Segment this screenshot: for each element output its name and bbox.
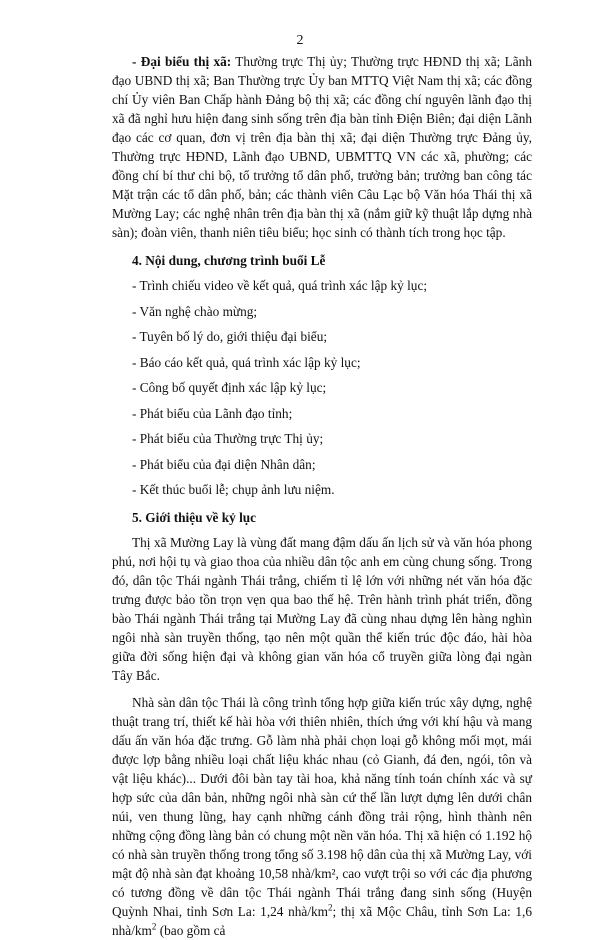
house-text-end: (bao gồm cả — [156, 923, 226, 938]
intro-paragraph: Thị xã Mường Lay là vùng đất mang đậm dấu ấn lịch sử và văn hóa phong phú, nơi hội tụ và giao thoa của nhiều dân tộc anh em cùng chung sống. Trong đó, dân tộc Thái ngành Thái trắng, chiếm tỉ lệ lớn với những nét văn hóa đặc trưng được bảo tồn trọn vẹn qua bao thế hệ. Trên hành trình phát triển, đồng bào Thái ngành Thái trắng tại Mường Lay đã cùng nhau dựng lên hàng nghìn ngôi nhà sàn truyền thống, tạo nên một quần thể kiến trúc độc đáo, hài hòa giữa đời sống hiện đại và không gian văn hóa cổ truyền giữa lòng đại ngàn Tây Bắc. — [112, 535, 532, 683]
superscript: 2 — [151, 921, 157, 932]
list-item: - Tuyên bố lý do, giới thiệu đại biểu; — [132, 329, 328, 344]
list-item: - Công bố quyết định xác lập kỷ lục; — [132, 380, 327, 395]
list-item: - Phát biểu của Thường trực Thị ủy; — [132, 431, 324, 446]
section-5-heading: 5. Giới thiệu về kỷ lục — [132, 510, 257, 525]
list-item: - Báo cáo kết quả, quá trình xác lập kỷ lục; — [132, 354, 361, 370]
section-4-heading: 4. Nội dung, chương trình buổi Lễ — [132, 253, 326, 268]
delegates-label: - Đại biểu thị xã: — [132, 54, 232, 69]
house-text: Nhà sàn dân tộc Thái là công trình tổng hợp giữa kiến trúc xây dựng, nghệ thuật trang trí, thiết kế hài hòa với thiên nhiên, thích ứng với khí hậu và mang dấu ấn văn hóa đặc trưng. Gỗ làm nhà phải chọn loại gỗ không mối mọt, mái được lợp bằng nhiều loại chất liệu khác nhau (cỏ Gianh, đá đen, ngói, tôn và vật liệu khác)... Dưới đôi bàn tay tài hoa, khả năng tính toán chính xác và sự hợp sức của dân bản, những ngôi nhà sàn cứ thế lần lượt dựng lên dưới chân núi, ven thung lũng, hay cạnh những cánh đồng trải rộng, hình thành nên những cộng đồng làng bản có chung một nền văn hóa. Thị xã hiện có 1.192 hộ có nhà sàn truyền thống trong tổng số 3.198 hộ dân của thị xã Mường Lay, với mật độ nhà sàn đạt khoảng 10,58 nhà/km², cao vượt trội so với các địa phương có tương đồng về dân tộc Thái ngành Thái trắng đang sinh sống (Huyện Quỳnh Nhai, tỉnh Sơn La: 1,24 nhà/km — [112, 695, 532, 919]
page-number: 2 — [296, 33, 304, 48]
list-item: - Văn nghệ chào mừng; — [132, 303, 258, 319]
superscript: 2 — [328, 902, 333, 913]
house-text-mid: ; thị xã Mộc Châu, tỉnh Sơn La: 1,6 nhà/km — [112, 904, 532, 938]
house-paragraph — [112, 693, 532, 940]
list-item: - Phát biểu của Lãnh đạo tỉnh; — [132, 405, 293, 421]
program-list — [112, 276, 532, 499]
delegates-text: Thường trực Thị ủy; Thường trực HĐND thị xã; Lãnh đạo UBND thị xã; Ban Thường trực Ủy ban MTTQ Việt Nam thị xã; các đồng chí Ủy viên Ban Chấp hành Đảng bộ thị xã; các đồng chí nguyên lãnh đạo thị xã đã nghỉ hưu hiện đang sinh sống trên địa bàn tỉnh Điện Biên; đại diện Lãnh đạo các cơ quan, đơn vị trên địa bàn thị xã; đại diện Thường trực Đảng ủy, Thường trực HĐND, Lãnh đạo UBND, UBMTTQ VN các xã, phường; các đồng chí bí thư chi bộ, tổ trưởng tổ dân phố, trưởng bản; trưởng ban công tác Mặt trận các tổ dân phố, bản; các thành viên Câu Lạc bộ Văn hóa Thái thị xã Mường Lay; các nghệ nhân trên địa bàn thị xã (nắm giữ kỹ thuật lắp dựng nhà sàn); đoàn viên, thanh niên tiêu biểu; học sinh có thành tích trong học tập. — [112, 54, 532, 240]
document-body — [112, 52, 532, 940]
delegates-paragraph — [112, 52, 532, 242]
list-item: - Kết thúc buổi lễ; chụp ảnh lưu niệm. — [132, 482, 335, 497]
list-item: - Trình chiếu video về kết quả, quá trình xác lập kỷ lục; — [132, 278, 428, 293]
list-item: - Phát biểu của đại diện Nhân dân; — [132, 456, 316, 472]
